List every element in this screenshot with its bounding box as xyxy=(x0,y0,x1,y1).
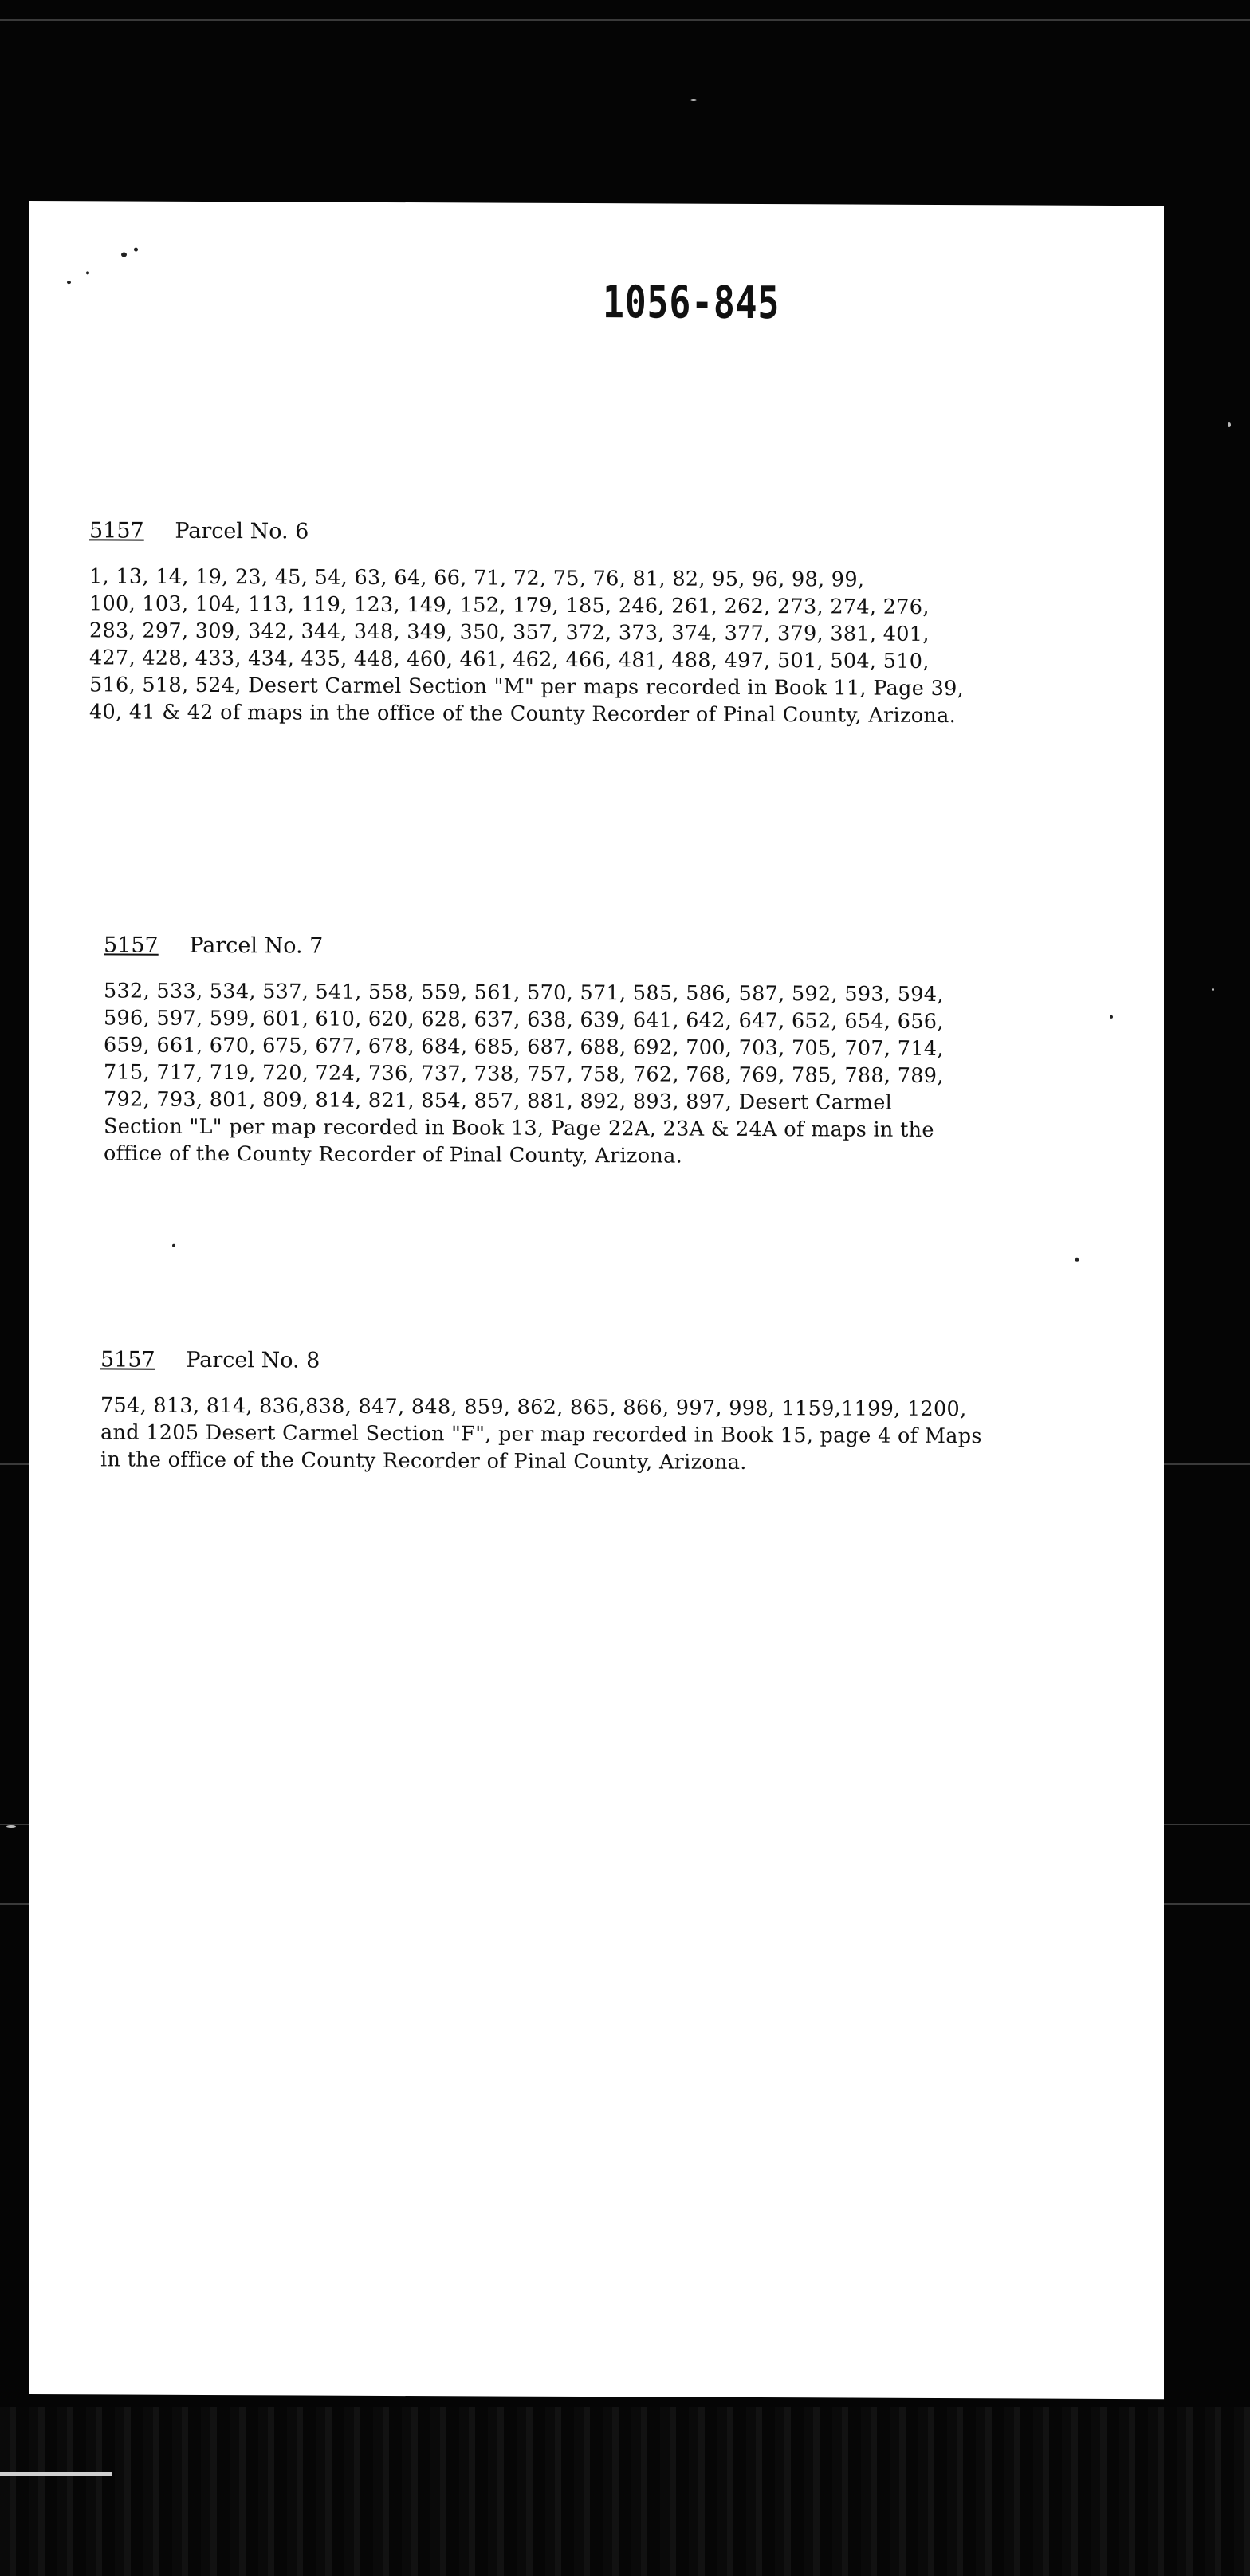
parcel-code: 5157 xyxy=(104,933,159,958)
parcel-6-heading xyxy=(89,513,1086,552)
parcel-code: 5157 xyxy=(89,518,144,544)
parcel-8-heading xyxy=(100,1342,1089,1381)
parcel-code: 5157 xyxy=(100,1347,155,1372)
parcel-6-description: 1, 13, 14, 19, 23, 45, 54, 63, 64, 66, 71, 72, 75, 76, 81, 82, 95, 96, 98, 99, 100, 103, 104, 113, 119, 123, 149, 152, 179, 185, 246, 261, 262, 273, 274, 276, 283, 297, 309, 342, 344, 348, 349, 350, 357, 372, 373, 374, 377, 379, 381, 401, 427, 428, 433, 434, 435, 448, 460, 461, 462, 466, 481, 488, 497, 501, 504, 510, 516, 518, 524, Desert Carmel Section "M" per maps recorded in Book 11, Page 39, 40, 41 & 42 of maps in the office of the County Recorder of Pinal County, Arizona. xyxy=(89,564,965,728)
scan-speck xyxy=(6,1825,16,1828)
ink-speck xyxy=(1110,1015,1113,1019)
parcel-8-description: 754, 813, 814, 836,838, 847, 848, 859, 862, 865, 866, 997, 998, 1159,1199, 1200, and 1205 Desert Carmel Section "F", per map recorded in Book 15, page 4 of Maps in the office of the County Recorder of Pinal County, Arizona. xyxy=(100,1393,982,1475)
parcel-title: Parcel No. 7 xyxy=(189,933,324,959)
ink-speck xyxy=(121,253,127,257)
scan-bottom-noise xyxy=(0,2407,1250,2576)
ink-speck xyxy=(172,1244,175,1247)
document-page xyxy=(29,201,1164,2399)
parcel-7-section xyxy=(104,928,1092,1171)
parcel-title: Parcel No. 6 xyxy=(175,518,309,544)
parcel-6-section xyxy=(89,513,1086,729)
ink-speck xyxy=(1075,1258,1079,1262)
parcel-7-description: 532, 533, 534, 537, 541, 558, 559, 561, 570, 571, 585, 586, 587, 592, 593, 594, 596, 597, 599, 601, 610, 620, 628, 637, 638, 639, 641, 642, 647, 652, 654, 656, 659, 661, 670, 675, 677, 678, 684, 685, 687, 688, 692, 700, 703, 705, 707, 714, 715, 717, 719, 720, 724, 736, 737, 738, 757, 758, 762, 768, 769, 785, 788, 789, 792, 793, 801, 809, 814, 821, 854, 857, 881, 892, 893, 897, Desert Carmel Section "L" per map recorded in Book 13, Page 22A, 23A & 24A of maps in the office of the County Recorder of Pinal County, Arizona. xyxy=(104,979,944,1168)
parcel-7-heading xyxy=(104,928,1092,967)
scan-speck xyxy=(690,99,697,101)
ink-speck xyxy=(86,271,89,274)
parcel-title: Parcel No. 8 xyxy=(186,1347,320,1373)
scan-bottom-line xyxy=(0,2472,112,2476)
ink-speck xyxy=(67,281,71,284)
document-number: 1056-845 xyxy=(603,277,780,330)
scan-speck xyxy=(1228,422,1231,427)
ink-speck xyxy=(134,248,138,252)
parcel-8-section xyxy=(100,1342,1089,1477)
scan-edge-line xyxy=(0,19,1250,21)
scan-speck xyxy=(1212,988,1214,991)
